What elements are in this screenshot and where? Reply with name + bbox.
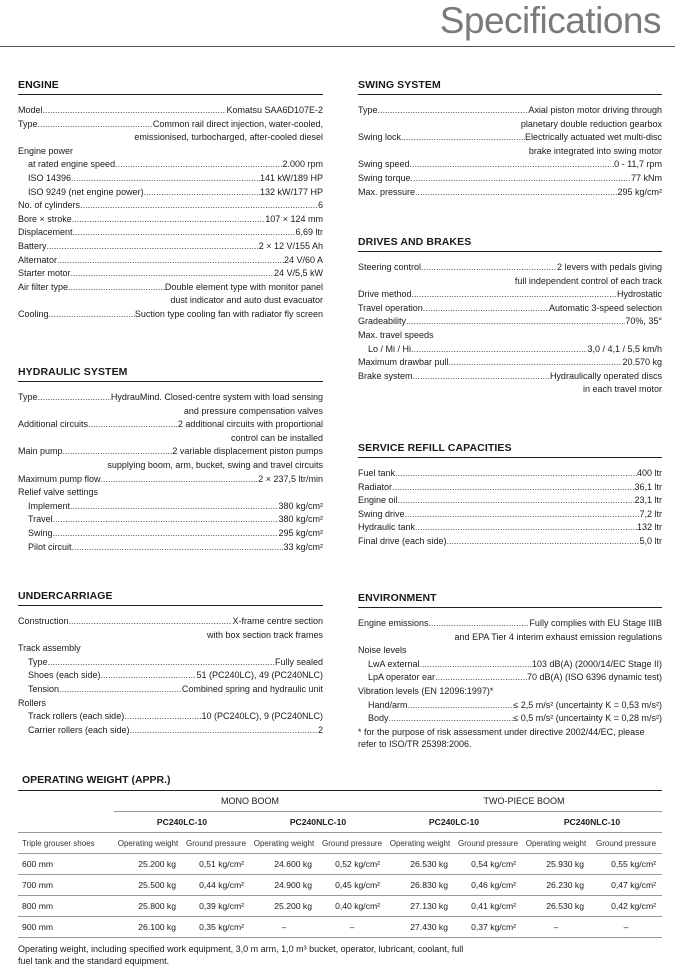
spec-row: Body ..... ≤ 0,5 m/s² (uncertainty K = 0,28 m/s²) bbox=[358, 712, 662, 726]
spec-row: at rated engine speed ..... 2.000 rpm bbox=[18, 158, 323, 172]
subheader: Ground pressure bbox=[454, 833, 522, 854]
page-title: Specifications bbox=[439, 0, 661, 41]
swing-section bbox=[358, 79, 662, 199]
spec-row: Swing torque ..... 77 kNm bbox=[358, 172, 662, 186]
operating-weight-section bbox=[18, 774, 662, 938]
table-row: 700 mm 25.500 kg 0,44 kg/cm² 24.900 kg 0,45 kg/cm² 26.830 kg 0,46 kg/cm² 26.230 kg 0,47 kg/cm² bbox=[18, 875, 662, 896]
spec-row: LpA operator ear ..... 70 dB(A) (ISO 6396 dynamic test) bbox=[358, 671, 662, 685]
engine-section bbox=[18, 79, 323, 322]
drives-heading: DRIVES AND BRAKES bbox=[358, 236, 662, 252]
environment-note: * for the purpose of risk assessment under directive 2002/44/EC, please refer to ISO/TR 25398:2006. bbox=[358, 726, 645, 749]
group-header-row bbox=[18, 791, 662, 812]
spec-row: Construction ..... X-frame centre section bbox=[18, 615, 323, 629]
spec-row: Type ..... Common rail direct injection, water-cooled, bbox=[18, 118, 323, 132]
swing-heading: SWING SYSTEM bbox=[358, 79, 662, 95]
spec-row: ISO 9249 (net engine power) ..... 132 kW/177 HP bbox=[18, 186, 323, 200]
model-header: PC240LC-10 bbox=[114, 812, 250, 833]
spec-continuation: dust indicator and auto dust evacuator bbox=[170, 295, 323, 306]
group-two-piece-boom: TWO-PIECE BOOM bbox=[386, 791, 662, 812]
table-row: 900 mm 26.100 kg 0,35 kg/cm² – – 27.430 kg 0,37 kg/cm² – – bbox=[18, 917, 662, 938]
engine-heading: ENGINE bbox=[18, 79, 323, 95]
group-mono-boom: MONO BOOM bbox=[114, 791, 386, 812]
operating-weight-table bbox=[18, 790, 662, 938]
subheader-row bbox=[18, 833, 662, 854]
spec-row: Swing lock ..... Electrically actuated wet multi-disc bbox=[358, 131, 662, 145]
spec-row: Travel operation ..... Automatic 3-speed selection bbox=[358, 302, 662, 316]
refill-section bbox=[358, 442, 662, 549]
refill-row: Hydraulic tank ..... 132 ltr bbox=[358, 521, 662, 535]
spec-row: Additional circuits ..... 2 additional circuits with proportional bbox=[18, 418, 323, 432]
spec-row: No. of cylinders ..... 6 bbox=[18, 199, 323, 213]
spec-row: Tension ..... Combined spring and hydraulic unit bbox=[18, 683, 323, 697]
spec-row: Type ..... Fully sealed bbox=[18, 656, 323, 670]
spec-row: Main pump ..... 2 variable displacement piston pumps bbox=[18, 445, 323, 459]
refill-row: Final drive (each side) ..... 5,0 ltr bbox=[358, 535, 662, 549]
subheader: Ground pressure bbox=[182, 833, 250, 854]
spec-row: Shoes (each side) ..... 51 (PC240LC), 49 (PC240NLC) bbox=[18, 669, 323, 683]
weight-heading: OPERATING WEIGHT (APPR.) bbox=[22, 774, 171, 786]
hydraulic-heading: HYDRAULIC SYSTEM bbox=[18, 366, 323, 382]
subheader: Operating weight bbox=[386, 833, 454, 854]
model-header: PC240LC-10 bbox=[386, 812, 522, 833]
spec-row: ISO 14396 ..... 141 kW/189 HP bbox=[18, 172, 323, 186]
spec-row: LwA external ..... 103 dB(A) (2000/14/EC Stage II) bbox=[358, 658, 662, 672]
spec-subheading: Engine power bbox=[18, 145, 74, 156]
spec-row: Displacement ..... 6,69 ltr bbox=[18, 226, 323, 240]
spec-subheading: Rollers bbox=[18, 697, 47, 708]
refill-heading: SERVICE REFILL CAPACITIES bbox=[358, 442, 662, 458]
undercarriage-heading: UNDERCARRIAGE bbox=[18, 590, 323, 606]
spec-row: Hand/arm ..... ≤ 2,5 m/s² (uncertainty K = 0,53 m/s²) bbox=[358, 699, 662, 713]
spec-subheading: Relief valve settings bbox=[18, 487, 99, 498]
refill-row: Swing drive ..... 7,2 ltr bbox=[358, 508, 662, 522]
environment-heading: ENVIRONMENT bbox=[358, 592, 662, 608]
spec-continuation: control can be installed bbox=[230, 432, 323, 443]
title-rule bbox=[0, 46, 675, 47]
spec-row: Type ..... Axial piston motor driving through bbox=[358, 104, 662, 118]
spec-row: Track rollers (each side) ..... 10 (PC240LC), 9 (PC240NLC) bbox=[18, 710, 323, 724]
spec-row: Alternator ..... 24 V/60 A bbox=[18, 254, 323, 268]
spec-continuation: emissionised, turbocharged, after-cooled diesel bbox=[134, 132, 323, 143]
spec-subheading: Vibration levels (EN 12096:1997)* bbox=[358, 685, 494, 696]
hydraulic-section bbox=[18, 366, 323, 554]
spec-continuation: and EPA Tier 4 interim exhaust emission regulations bbox=[454, 631, 662, 642]
spec-row: Travel ..... 380 kg/cm² bbox=[18, 513, 323, 527]
spec-row: Type ..... HydrauMind. Closed-centre system with load sensing bbox=[18, 391, 323, 405]
spec-subheading: Track assembly bbox=[18, 643, 81, 654]
spec-continuation: supplying boom, arm, bucket, swing and travel circuits bbox=[107, 459, 323, 470]
refill-row: Fuel tank ..... 400 ltr bbox=[358, 467, 662, 481]
undercarriage-section bbox=[18, 590, 323, 737]
refill-row: Engine oil ..... 23,1 ltr bbox=[358, 494, 662, 508]
table-row: 600 mm 25.200 kg 0,51 kg/cm² 24.600 kg 0,52 kg/cm² 26.530 kg 0,54 kg/cm² 25.930 kg 0,55 kg/cm² bbox=[18, 854, 662, 875]
drives-section bbox=[358, 236, 662, 397]
spec-subheading: Noise levels bbox=[358, 645, 407, 656]
subheader: Ground pressure bbox=[590, 833, 662, 854]
spec-row: Air filter type ..... Double element type with monitor panel bbox=[18, 281, 323, 295]
model-header-row bbox=[18, 812, 662, 833]
table-row: 800 mm 25.800 kg 0,39 kg/cm² 25.200 kg 0,40 kg/cm² 27.130 kg 0,41 kg/cm² 26.530 kg 0,42 kg/cm² bbox=[18, 896, 662, 917]
refill-row: Radiator ..... 36,1 ltr bbox=[358, 481, 662, 495]
spec-continuation: brake integrated into swing motor bbox=[528, 145, 662, 156]
spec-row: Battery ..... 2 × 12 V/155 Ah bbox=[18, 240, 323, 254]
spec-continuation: planetary double reduction gearbox bbox=[520, 118, 662, 129]
weight-footnote: Operating weight, including specified work equipment, 3,0 m arm, 1,0 m³ bucket, operator, lubricant, coolant, full fuel tank and the standard equipment. bbox=[18, 944, 464, 966]
spec-row: Brake system ..... Hydraulically operated discs bbox=[358, 370, 662, 384]
spec-row: Engine emissions ..... Fully complies with EU Stage IIIB bbox=[358, 617, 662, 631]
spec-row: Model ..... Komatsu SAA6D107E-2 bbox=[18, 104, 323, 118]
environment-section bbox=[358, 592, 662, 750]
spec-subheading: Max. travel speeds bbox=[358, 329, 434, 340]
spec-row: Maximum drawbar pull ..... 20.570 kg bbox=[358, 356, 662, 370]
spec-continuation: full independent control of each track bbox=[514, 275, 662, 286]
spec-row: Gradeability ..... 70%, 35° bbox=[358, 315, 662, 329]
spec-row: Steering control ..... 2 levers with pedals giving bbox=[358, 261, 662, 275]
spec-continuation: and pressure compensation valves bbox=[183, 405, 323, 416]
spec-continuation: in each travel motor bbox=[582, 384, 662, 395]
row-label-header: Triple grouser shoes bbox=[18, 833, 114, 854]
subheader: Ground pressure bbox=[318, 833, 386, 854]
spec-row: Pilot circuit ..... 33 kg/cm² bbox=[18, 541, 323, 555]
spec-row: Implement ..... 380 kg/cm² bbox=[18, 500, 323, 514]
spec-row: Cooling ..... Suction type cooling fan with radiator fly screen bbox=[18, 308, 323, 322]
model-header: PC240NLC-10 bbox=[250, 812, 386, 833]
spec-row: Swing ..... 295 kg/cm² bbox=[18, 527, 323, 541]
spec-row: Maximum pump flow ..... 2 × 237,5 ltr/min bbox=[18, 473, 323, 487]
spec-row: Lo / Mi / Hi ..... 3,0 / 4,1 / 5,5 km/h bbox=[358, 343, 662, 357]
spec-row: Carrier rollers (each side) ..... 2 bbox=[18, 724, 323, 738]
spec-row: Swing speed ..... 0 - 11,7 rpm bbox=[358, 158, 662, 172]
spec-row: Max. pressure ..... 295 kg/cm² bbox=[358, 186, 662, 200]
model-header: PC240NLC-10 bbox=[522, 812, 662, 833]
subheader: Operating weight bbox=[250, 833, 318, 854]
spec-row: Starter motor ..... 24 V/5,5 kW bbox=[18, 267, 323, 281]
spec-row: Bore × stroke ..... 107 × 124 mm bbox=[18, 213, 323, 227]
subheader: Operating weight bbox=[114, 833, 182, 854]
spec-row: Drive method ..... Hydrostatic bbox=[358, 288, 662, 302]
subheader: Operating weight bbox=[522, 833, 590, 854]
spec-continuation: with box section track frames bbox=[206, 629, 323, 640]
